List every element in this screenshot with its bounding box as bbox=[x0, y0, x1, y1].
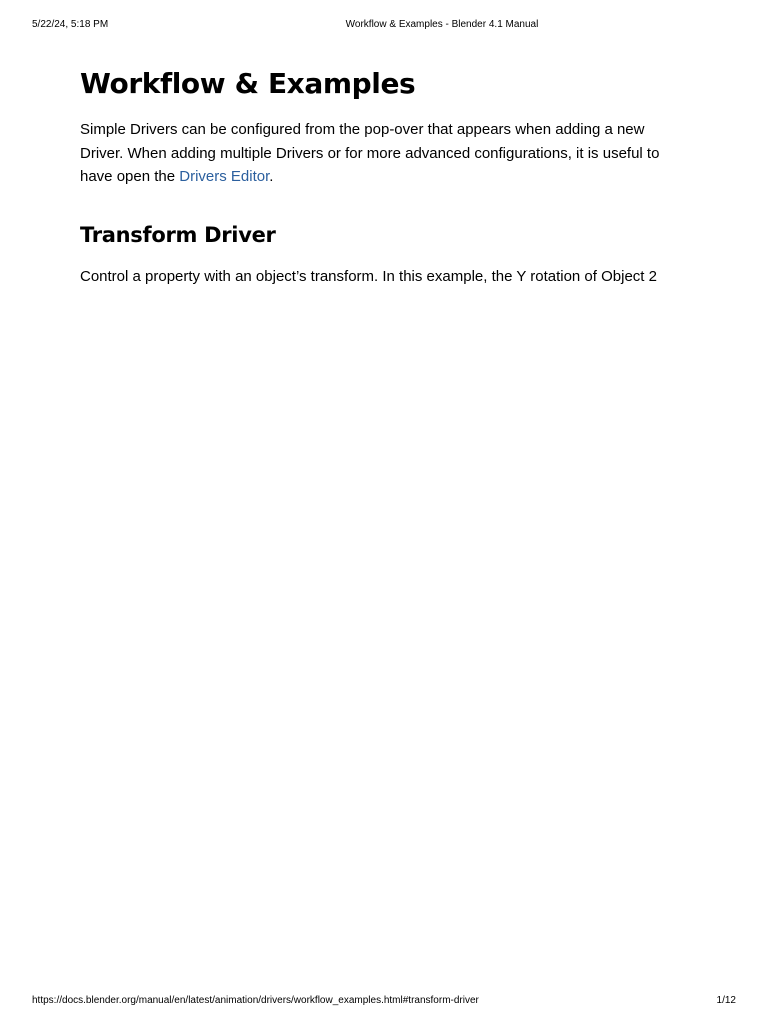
intro-paragraph bbox=[80, 118, 680, 189]
print-page-number: 1/12 bbox=[716, 995, 736, 1006]
page-title: Workflow & Examples bbox=[80, 67, 416, 100]
section-paragraph: Control a property with an object’s transform. In this example, the Y rotation of Object 2 bbox=[80, 267, 657, 285]
print-page-title: Workflow & Examples - Blender 4.1 Manual bbox=[345, 19, 539, 30]
print-footer bbox=[0, 994, 768, 1008]
print-url: https://docs.blender.org/manual/en/latest/animation/drivers/workflow_examples.html#transform-driver bbox=[32, 995, 479, 1006]
intro-text: Simple Drivers can be configured from the pop-over that appears when adding a new Driver. When adding multiple Drivers or for more advanced configurations, it is useful to have open the bbox=[80, 121, 660, 185]
article-content bbox=[80, 62, 680, 288]
intro-text-end: . bbox=[269, 168, 274, 185]
print-header bbox=[0, 18, 768, 32]
section-heading-transform-driver: Transform Driver bbox=[80, 222, 276, 247]
drivers-editor-link[interactable]: Drivers Editor bbox=[179, 168, 270, 185]
print-date: 5/22/24, 5:18 PM bbox=[32, 19, 109, 30]
